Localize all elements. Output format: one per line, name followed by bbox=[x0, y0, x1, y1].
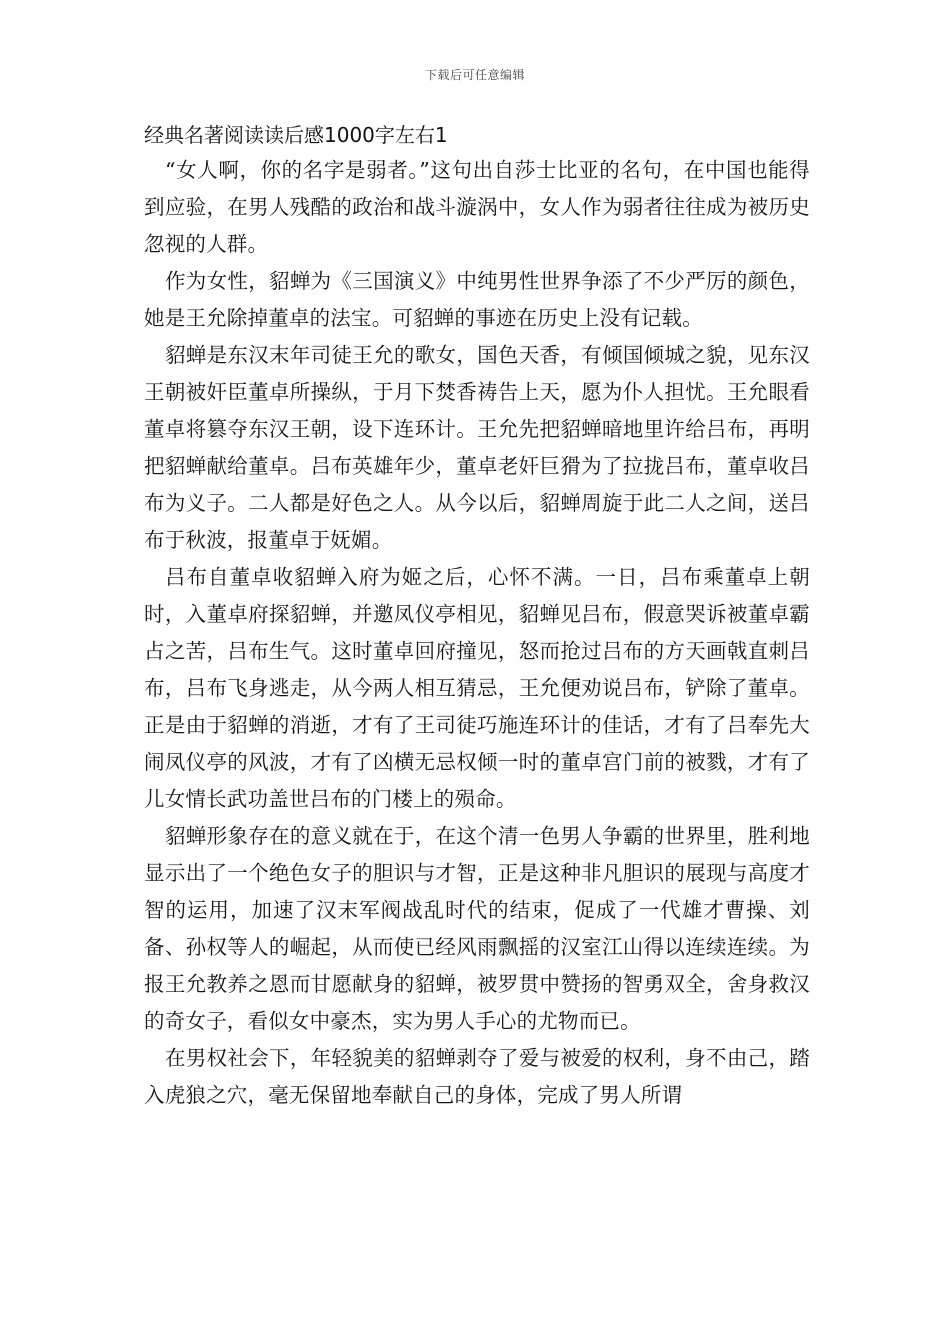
page-header-note: 下载后可任意编辑 bbox=[424, 68, 525, 82]
paragraph-2: 作为女性，貂蝉为《三国演义》中纯男性世界争添了不少严厉的颜色，她是王允除掉董卓的法宝。可貂蝉的事迹在历史上没有记载。 bbox=[144, 269, 810, 330]
paragraph-1: “女人啊，你的名字是弱者。”这句出自莎士比亚的名句，在中国也能得到应验，在男人残酷的政治和战斗漩涡中，女人作为弱者往往成为被历史忽视的人群。 bbox=[144, 158, 810, 256]
document-body bbox=[144, 120, 810, 1114]
document-title: 经典名著阅读读后感1000字左右1 bbox=[144, 123, 448, 147]
paragraph-6: 在男权社会下，年轻貌美的貂蝉剥夺了爱与被爱的权利，身不由己，踏入虎狼之穴，毫无保留地奉献自己的身体，完成了男人所谓 bbox=[144, 1046, 810, 1107]
paragraph-5: 貂蝉形象存在的意义就在于，在这个清一色男人争霸的世界里，胜利地显示出了一个绝色女子的胆识与才智，正是这种非凡胆识的展现与高度才智的运用，加速了汉末军阀战乱时代的结束，促成了一代雄才曹操、刘备、孙权等人的崛起，从而使已经风雨飘摇的汉室江山得以连续连续。为报王允教养之恩而甘愿献身的貂蝉，被罗贯中赞扬的智勇双全，舍身救汉的奇女子，看似女中豪杰，实为男人手心的尤物而已。 bbox=[144, 824, 810, 1033]
paragraph-4: 吕布自董卓收貂蝉入府为姬之后，心怀不满。一日，吕布乘董卓上朝时，入董卓府探貂蝉，并邀凤仪亭相见，貂蝉见吕布，假意哭诉被董卓霸占之苦，吕布生气。这时董卓回府撞见，怒而抢过吕布的方天画戟直刺吕布，吕布飞身逃走，从今两人相互猜忌，王允便劝说吕布，铲除了董卓。正是由于貂蝉的消逝，才有了王司徒巧施连环计的佳话，才有了吕奉先大闹凤仪亭的风波，才有了凶横无忌权倾一时的董卓宫门前的被戮，才有了儿女情长武功盖世吕布的门楼上的殒命。 bbox=[144, 565, 810, 811]
paragraph-3: 貂蝉是东汉末年司徒王允的歌女，国色天香，有倾国倾城之貌，见东汉王朝被奸臣董卓所操纵，于月下焚香祷告上天，愿为仆人担忧。王允眼看董卓将篡夺东汉王朝，设下连环计。王允先把貂蝉暗地里许给吕布，再明把貂蝉献给董卓。吕布英雄年少，董卓老奸巨猾为了拉拢吕布，董卓收吕布为义子。二人都是好色之人。从今以后，貂蝉周旋于此二人之间，送吕布于秋波，报董卓于妩媚。 bbox=[144, 343, 810, 552]
